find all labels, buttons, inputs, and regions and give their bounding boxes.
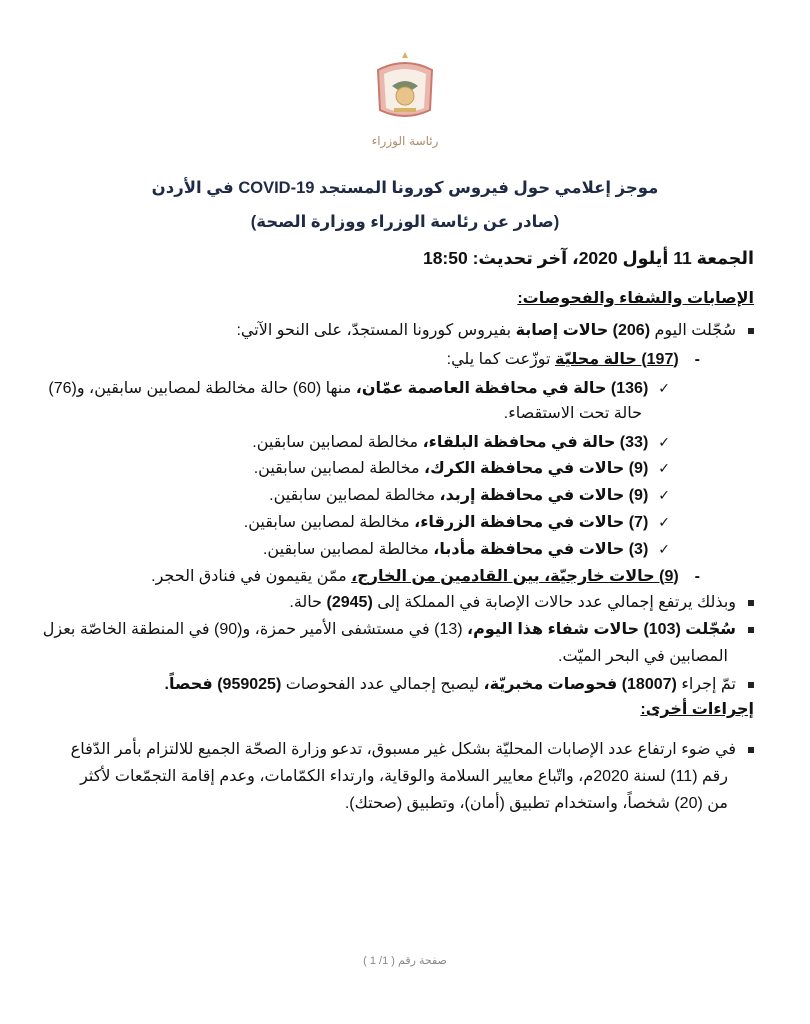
gov-item: ✓(9) حالات في محافظة إربد، مخالطة لمصابين سابقين. xyxy=(269,484,670,507)
local-cases: -(197) حالة محليّة توزّعت كما يلي: xyxy=(447,349,700,371)
jordan-emblem-icon xyxy=(372,50,438,155)
gov-item: ✓(7) حالات في محافظة الزرقاء، مخالطة لمصابين سابقين. xyxy=(244,511,670,534)
page-number: صفحة رقم ( 1/ 1 ) xyxy=(363,955,447,967)
checkmark-icon: ✓ xyxy=(658,487,670,503)
dateline: الجمعة 11 أيلول 2020، آخر تحديث: 18:50 xyxy=(422,248,754,268)
dash-bullet-icon: - xyxy=(694,351,700,368)
gov-item: ✓(33) حالة في محافظة البلقاء، مخالطة لمصابين سابقين. xyxy=(252,431,670,454)
checkmark-icon: ✓ xyxy=(658,434,670,450)
measures-line: في ضوء ارتفاع عدد الإصابات المحليّة بشكل غير مسبوق، تدعو وزارة الصحّة الجميع للالتزام بأمر الدّفاع xyxy=(71,739,754,761)
section-heading-cases: الإصابات والشفاء والفحوصات: xyxy=(517,290,754,307)
checkmark-icon: ✓ xyxy=(658,380,670,396)
section-heading-measures: إجراءات أخرى: xyxy=(640,701,754,718)
gov-item: ✓(136) حالة في محافظة العاصمة عمّان، منها (60) حالة مخالطة لمصابين سابقين، و(76) xyxy=(48,377,670,400)
external-cases: -(9) حالات خارجيّة، بين القادمين من الخارج، ممّن يقيمون في فنادق الحجر. xyxy=(151,566,700,588)
gov-item-continuation: حالة تحت الاستقصاء. xyxy=(503,405,642,422)
emblem-caption: رئاسة الوزراء xyxy=(372,134,438,148)
recoveries: سُجّلت (103) حالات شفاء هذا اليوم، (13) في مستشفى الأمير حمزة، و(90) في المنطقة الخاصّة بعزل xyxy=(43,619,754,641)
recoveries-continuation: المصابين في البحر الميّت. xyxy=(558,648,728,665)
document-title: موجز إعلامي حول فيروس كورونا المستجد COVID-19 في الأردن xyxy=(151,179,659,197)
document-subtitle: (صادر عن رئاسة الوزراء ووزارة الصحة) xyxy=(250,213,560,231)
square-bullet-icon xyxy=(748,328,754,334)
square-bullet-icon xyxy=(748,747,754,753)
checkmark-icon: ✓ xyxy=(658,460,670,476)
measures-line: رقم (11) لسنة 2020م، واتّباع معايير السلامة والوقاية، وارتداء الكمّامات، وعدم إقامة التجمّعات لأكثر xyxy=(80,768,728,785)
total-cases: وبذلك يرتفع إجمالي عدد حالات الإصابة في المملكة إلى (2945) حالة. xyxy=(289,592,754,614)
dash-bullet-icon: - xyxy=(694,568,700,585)
square-bullet-icon xyxy=(748,600,754,606)
measures-line: من (20) شخصاً، واستخدام تطبيق (أمان)، وتطبيق (صحتك). xyxy=(344,795,728,812)
gov-item: ✓(9) حالات في محافظة الكرك، مخالطة لمصابين سابقين. xyxy=(254,457,670,480)
square-bullet-icon xyxy=(748,627,754,633)
checkmark-icon: ✓ xyxy=(658,514,670,530)
tests: تمّ إجراء (18007) فحوصات مخبريّة، ليصبح إجمالي عدد الفحوصات (959025) فحصاً. xyxy=(165,674,754,696)
checkmark-icon: ✓ xyxy=(658,541,670,557)
gov-item: ✓(3) حالات في محافظة مأدبا، مخالطة لمصابين سابقين. xyxy=(263,538,670,561)
square-bullet-icon xyxy=(748,682,754,688)
cases-intro: سُجّلت اليوم (206) حالات إصابة بفيروس كورونا المستجدّ، على النحو الآتي: xyxy=(236,320,754,342)
